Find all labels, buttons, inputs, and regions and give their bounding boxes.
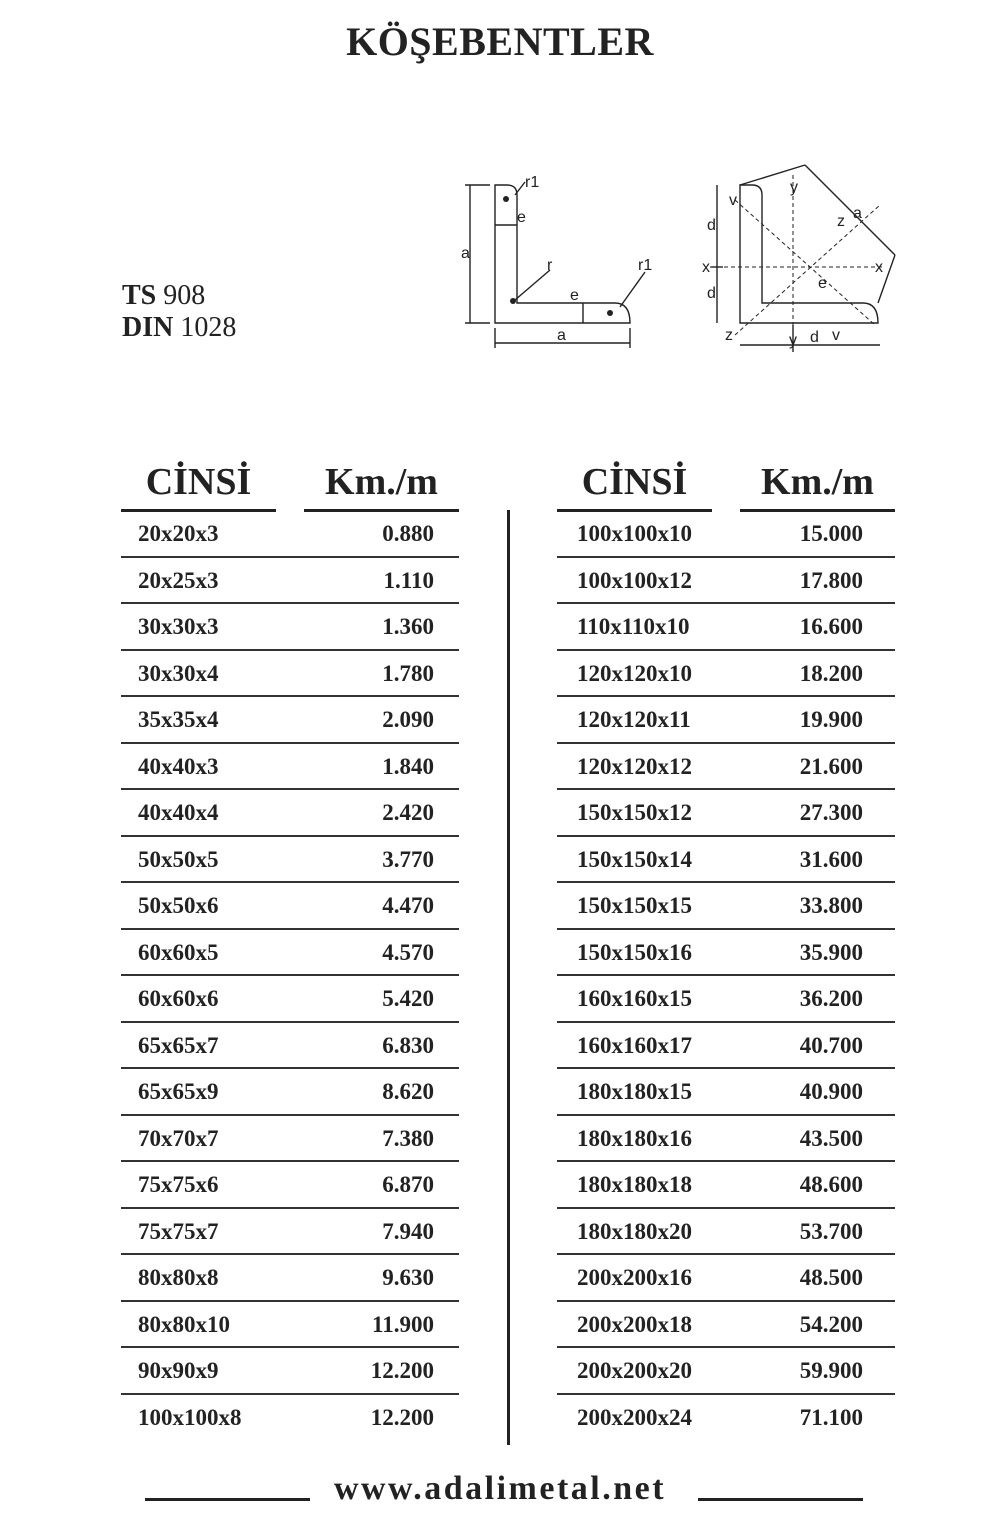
profile-type: 30x30x4 — [138, 660, 219, 686]
profile-weight: 15.000 — [799, 521, 863, 546]
profile-weight: 19.900 — [799, 707, 863, 732]
label-y-top: y — [790, 179, 798, 196]
profile-weight: 59.900 — [799, 1358, 863, 1383]
label-a-right: a — [853, 205, 862, 222]
table-row — [121, 930, 459, 977]
table-row — [121, 976, 459, 1023]
profile-weight: 1.840 — [382, 753, 434, 779]
profile-weight: 31.600 — [799, 846, 863, 872]
table-row — [121, 1069, 459, 1116]
profile-weight: 2.420 — [382, 800, 434, 825]
table-row — [121, 744, 459, 791]
profile-weight: 35.900 — [799, 939, 863, 965]
table-row — [557, 1116, 895, 1163]
profile-weight: 4.570 — [382, 939, 434, 965]
table-row — [557, 1302, 895, 1349]
table-row — [121, 1302, 459, 1349]
table-row — [121, 1162, 459, 1209]
standard-number: 908 — [163, 280, 206, 311]
profile-type: 20x25x3 — [138, 567, 219, 593]
profile-weight: 48.500 — [799, 1265, 863, 1290]
profile-weight: 36.200 — [799, 986, 863, 1011]
profile-type: 180x180x15 — [577, 1079, 692, 1104]
table-row — [557, 976, 895, 1023]
profile-type: 120x120x12 — [577, 753, 692, 779]
profile-weight: 21.600 — [799, 753, 863, 779]
table-row — [121, 558, 459, 605]
profile-type: 150x150x14 — [577, 846, 692, 872]
footer — [0, 1470, 1000, 1510]
profile-type: 90x90x9 — [138, 1358, 219, 1383]
profile-type: 200x200x18 — [577, 1311, 692, 1337]
table-row — [557, 604, 895, 651]
table-row — [557, 558, 895, 605]
table-row — [557, 1395, 895, 1440]
profile-weight: 43.500 — [799, 1125, 863, 1151]
table-row — [557, 1023, 895, 1070]
profile-weight: 3.770 — [382, 846, 434, 872]
table-row — [121, 1255, 459, 1302]
profile-weight: 9.630 — [382, 1265, 434, 1290]
profile-weight: 12.200 — [370, 1358, 434, 1383]
profile-type: 40x40x4 — [138, 800, 219, 825]
table-row — [557, 837, 895, 884]
standard-ts — [122, 280, 236, 312]
profile-weight: 48.600 — [799, 1172, 863, 1197]
table-row — [557, 1255, 895, 1302]
label-z-top: z — [837, 213, 845, 230]
profile-weight: 7.940 — [382, 1218, 434, 1244]
profile-weight: 7.380 — [382, 1125, 434, 1151]
profile-weight: 18.200 — [799, 660, 863, 686]
profile-type: 150x150x15 — [577, 893, 692, 918]
table-row — [121, 1348, 459, 1395]
profile-type: 180x180x18 — [577, 1172, 692, 1197]
profile-weight: 27.300 — [799, 800, 863, 825]
label-r1-right: r1 — [638, 257, 653, 274]
profile-type: 65x65x9 — [138, 1079, 219, 1104]
table-row — [557, 1209, 895, 1256]
standards-block — [122, 280, 236, 344]
column-divider — [507, 510, 510, 1445]
profile-type: 60x60x5 — [138, 939, 219, 965]
label-e-right: e — [818, 275, 827, 292]
label-z-bottom: z — [725, 327, 733, 344]
label-d-right: d — [810, 329, 819, 346]
profile-weight: 2.090 — [382, 707, 434, 732]
header-weight: Km./m — [740, 455, 895, 512]
profile-weight: 8.620 — [382, 1079, 434, 1104]
profile-weight: 6.870 — [382, 1172, 434, 1197]
profile-axes-drawing — [711, 165, 895, 352]
table-row — [121, 1209, 459, 1256]
table-row — [121, 1116, 459, 1163]
profile-type: 30x30x3 — [138, 614, 219, 639]
table-row — [557, 790, 895, 837]
profile-weight: 0.880 — [382, 521, 434, 546]
table-row — [121, 790, 459, 837]
profile-weight: 71.100 — [799, 1404, 863, 1430]
table-row — [121, 883, 459, 930]
standard-code: TS — [122, 280, 157, 311]
profile-type: 180x180x20 — [577, 1218, 692, 1244]
table-row — [557, 1348, 895, 1395]
profile-type: 70x70x7 — [138, 1125, 219, 1151]
profile-type: 150x150x12 — [577, 800, 692, 825]
standard-code: DIN — [122, 312, 174, 343]
header-type: CİNSİ — [557, 455, 712, 512]
profile-type: 75x75x6 — [138, 1172, 219, 1197]
footer-rule-right — [698, 1498, 863, 1501]
profile-type: 75x75x7 — [138, 1218, 219, 1244]
table-row — [121, 1023, 459, 1070]
label-d-top: d — [707, 217, 716, 234]
table-row — [121, 511, 459, 558]
angle-profile-diagram — [455, 160, 905, 360]
table-row — [557, 930, 895, 977]
profile-type: 40x40x3 — [138, 753, 219, 779]
header-type: CİNSİ — [121, 455, 276, 512]
profile-type: 160x160x15 — [577, 986, 692, 1011]
table-header — [121, 455, 459, 511]
profile-type: 50x50x5 — [138, 846, 219, 872]
profile-dimension-drawing — [465, 182, 645, 348]
header-weight: Km./m — [304, 455, 459, 512]
profile-type: 110x110x10 — [577, 614, 690, 639]
standard-number: 1028 — [180, 312, 237, 343]
profile-weight: 40.900 — [799, 1079, 863, 1104]
profile-weight: 1.360 — [382, 614, 434, 639]
table-row — [557, 1069, 895, 1116]
table-header — [557, 455, 895, 511]
profile-type: 65x65x7 — [138, 1032, 219, 1058]
table-row — [557, 511, 895, 558]
label-a-vertical: a — [461, 245, 470, 262]
profile-type: 120x120x10 — [577, 660, 692, 686]
profile-type: 20x20x3 — [138, 521, 219, 546]
table-row — [121, 604, 459, 651]
profile-type: 100x100x8 — [138, 1404, 242, 1430]
weights-table-right — [557, 455, 895, 1439]
profile-type: 120x120x11 — [577, 707, 691, 732]
profile-weight: 53.700 — [799, 1218, 863, 1244]
profile-type: 60x60x6 — [138, 986, 219, 1011]
table-row — [121, 651, 459, 698]
profile-type: 200x200x16 — [577, 1265, 692, 1290]
label-d-bottom: d — [707, 285, 716, 302]
standard-din — [122, 312, 236, 344]
profile-weight: 4.470 — [382, 893, 434, 918]
profile-weight: 17.800 — [799, 567, 863, 593]
table-row — [557, 744, 895, 791]
profile-weight: 5.420 — [382, 986, 434, 1011]
label-a-horizontal: a — [557, 327, 566, 344]
table-row — [557, 883, 895, 930]
profile-type: 100x100x10 — [577, 521, 692, 546]
label-x-right: x — [875, 259, 883, 276]
table-row — [557, 1162, 895, 1209]
profile-type: 100x100x12 — [577, 567, 692, 593]
label-r: r — [547, 257, 553, 274]
profile-weight: 11.900 — [372, 1311, 434, 1337]
page-title: KÖŞEBENTLER — [346, 19, 654, 64]
table-row — [121, 1395, 459, 1440]
label-e-bottom: e — [570, 287, 579, 304]
table-row — [121, 697, 459, 744]
profile-weight: 33.800 — [799, 893, 863, 918]
profile-weight: 54.200 — [799, 1311, 863, 1337]
table-row — [121, 837, 459, 884]
profile-weight: 6.830 — [382, 1032, 434, 1058]
label-x-left: x — [702, 259, 710, 276]
profile-type: 180x180x16 — [577, 1125, 692, 1151]
label-v-bottom: v — [832, 327, 840, 344]
profile-weight: 1.110 — [383, 567, 434, 593]
label-y-bottom: y — [789, 332, 797, 349]
label-e-top: e — [517, 209, 526, 226]
profile-weight: 16.600 — [799, 614, 863, 639]
table-row — [557, 651, 895, 698]
profile-type: 35x35x4 — [138, 707, 219, 732]
website-link[interactable]: www.adalimetal.net — [333, 1470, 667, 1507]
profile-type: 80x80x8 — [138, 1265, 219, 1290]
profile-type: 200x200x24 — [577, 1404, 692, 1430]
profile-type: 160x160x17 — [577, 1032, 692, 1058]
profile-type: 50x50x6 — [138, 893, 219, 918]
label-v-top: v — [729, 192, 737, 209]
label-r1-top: r1 — [525, 174, 540, 191]
profile-type: 200x200x20 — [577, 1358, 692, 1383]
profile-type: 80x80x10 — [138, 1311, 230, 1337]
profile-weight: 12.200 — [370, 1404, 434, 1430]
weights-table-left — [121, 455, 459, 1439]
profile-type: 150x150x16 — [577, 939, 692, 965]
profile-weight: 40.700 — [799, 1032, 863, 1058]
profile-weight: 1.780 — [382, 660, 434, 686]
table-row — [557, 697, 895, 744]
